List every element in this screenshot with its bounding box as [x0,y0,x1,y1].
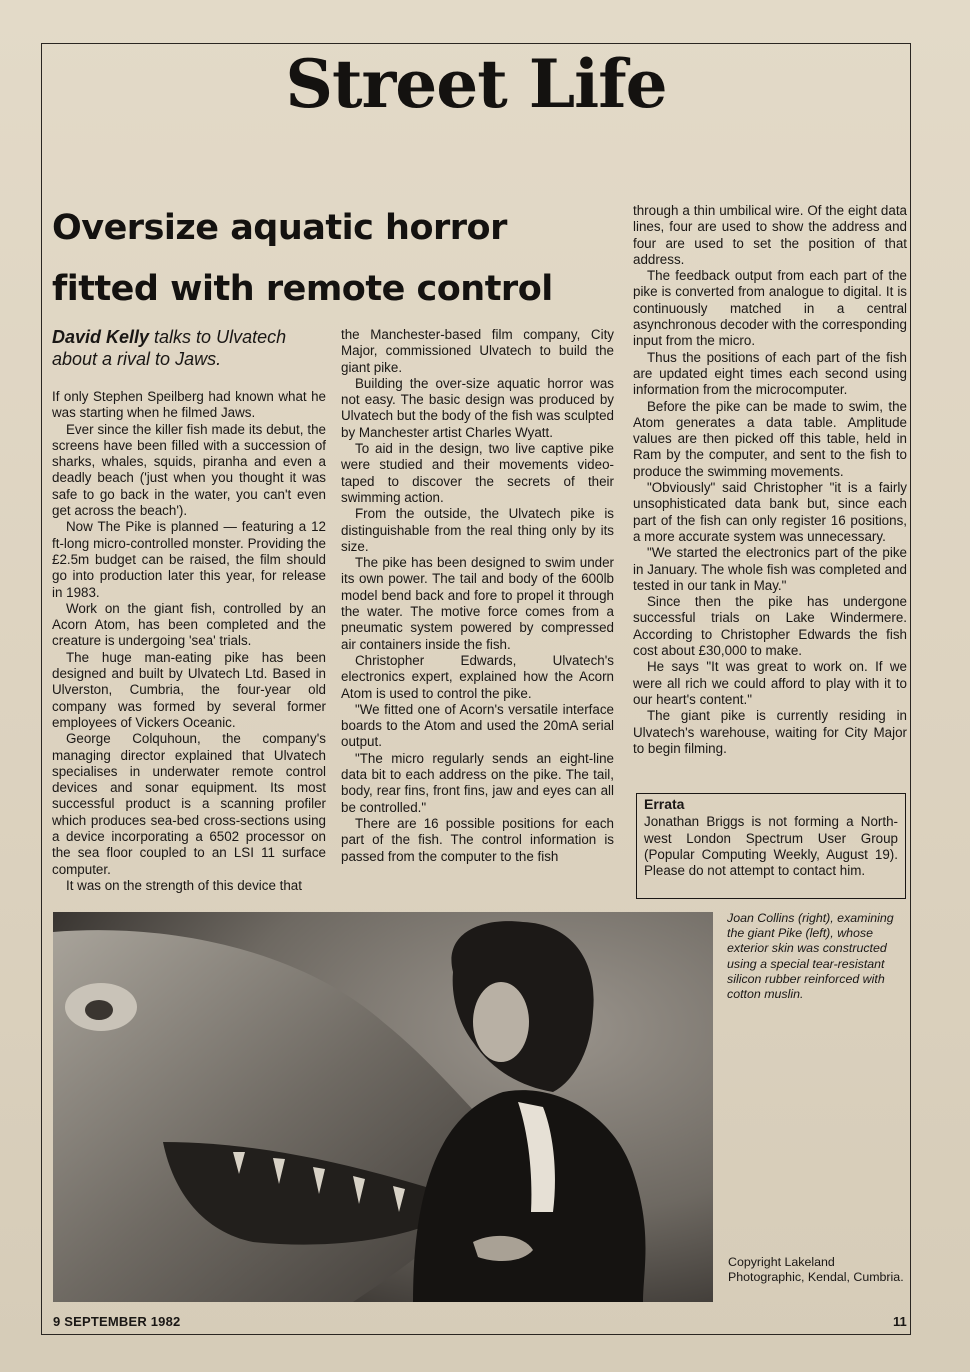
paragraph: Thus the positions of each part of the fish are updated eight times each second using information from the microcomputer. [633,349,907,398]
paragraph: To aid in the design, two live captive pike were studied and their movements video-taped to discover the secrets of their swimming action. [341,441,614,505]
errata-text: Jonathan Briggs is not forming a North-west London Spectrum User Group (Popular Computing Weekly, August 19). Please do not attempt to contact him. [644,814,898,879]
paragraph: It was on the strength of this device that [66,877,302,893]
article-photo [53,912,713,1302]
issue-date: 9 SEPTEMBER 1982 [53,1314,181,1329]
paragraph: The feedback output from each part of the pike is converted from analogue to digital. It is continuously matched in a central asynchronous decoder with the corresponding input from the micro. [633,268,907,349]
woman-face [473,982,529,1062]
paragraph: The pike has been designed to swim under its own power. The tail and body of the 600lb model bend back and fore to propel it through the water. The motive force comes from a pneumatic system powered by compressed air containers inside the fish. [341,555,614,652]
author-name: David Kelly [52,327,150,347]
paragraph: "We fitted one of Acorn's versatile interface boards to the Atom and used the 20mA serial output. [341,701,614,750]
paragraph: The giant pike is currently residing in Ulvatech's warehouse, waiting for City Major to begin filming. [633,708,907,756]
paragraph: "Obviously" said Christopher "it is a fairly unsophisticated data bank but, since each part of the fish can only register 16 positions, a more accurate system was unnecessary. [633,480,907,544]
section-title: Street Life [285,45,667,123]
paragraph: George Colquhoun, the company's managing director explained that Ulvatech specialises in underwater remote control devices and sonar equipment. Its most successful product is a scanning profiler which produces sea-bed cross-sections using a device incorporating a 6502 processor on the sea floor coupled to an LSI 11 surface computer. [52,731,326,877]
paragraph: through a thin umbilical wire. Of the eight data lines, four are used to show the address and four are used to set the position of that address. [633,203,907,267]
photo-illustration [53,912,713,1302]
article-column-1 [52,389,326,894]
paragraph: the Manchester-based film company, City Major, commissioned Ulvatech to build the giant pike. [341,327,614,375]
paragraph: Since then the pike has undergone successful trials on Lake Windermere. According to Christopher Edwards the fish cost about £30,000 to make. [633,594,907,659]
photo-credit: Copyright Lakeland Photographic, Kendal, Cumbria. [728,1255,904,1285]
paragraph: From the outside, the Ulvatech pike is distinguishable from the real thing only by its size. [341,506,614,554]
paragraph: "We started the electronics part of the pike in January. The whole fish was completed and tested in our tank in May." [633,545,907,593]
paragraph: He says "It was great to work on. If we were all rich we could afford to play with it to our heart's content." [633,659,907,707]
paragraph: Before the pike can be made to swim, the Atom generates a data table. Amplitude values are then picked off this table, held in Ram by the computer, and sent to the fish to produce the swimming movements. [633,398,907,479]
page-number: 11 [893,1314,907,1329]
headline-line-2: fitted with remote control [52,269,553,309]
paragraph: Building the over-size aquatic horror was not easy. The basic design was produced by Ulvatech but the body of the fish was sculpted by Manchester artist Charles Wyatt. [341,375,614,440]
paragraph: "The micro regularly sends an eight-line data bit to each address on the pike. The tail, body, rear fins, front fins, jaw and eyes can all be controlled." [341,750,614,815]
article-column-3 [633,203,907,757]
paragraph: Ever since the killer fish made its debut, the screens have been filled with a succession of sharks, whales, squids, piranha and even a deadly beach ('just when you thought it was safe to go back in the water, you can't even get across the beach'). [52,421,326,519]
standfirst [52,326,327,370]
paragraph: The huge man-eating pike has been designed and built by Ulvatech Ltd. Based in Ulverston, Cumbria, the four-year old company was formed by several former employees of Vickers Oceanic. [52,649,326,730]
paragraph: Work on the giant fish, controlled by an Acorn Atom, has been completed and the creature is undergoing 'sea' trials. [52,600,326,649]
errata-heading: Errata [644,796,685,812]
paragraph: If only Stephen Speilberg had known what he was starting when he filmed Jaws. [52,389,326,421]
errata-box [636,793,906,899]
paragraph: Now The Pike is planned — featuring a 12 ft-long micro-controlled monster. Providing the £2.5m budget can be raised, the film should go into production later this year, for release in 1983. [52,519,326,600]
article-column-2 [341,327,614,865]
standfirst-text: talks to Ulvatech about a rival to Jaws. [52,327,287,369]
headline-line-1: Oversize aquatic horror [52,208,507,248]
paragraph: There are 16 possible positions for each part of the fish. The control information is passed from the computer to the fish [341,815,614,864]
article-headline [52,198,612,320]
paragraph: Christopher Edwards, Ulvatech's electronics expert, explained how the Acorn Atom is used to control the pike. [341,652,614,701]
photo-caption: Joan Collins (right), examining the giant Pike (left), whose exterior skin was constructed using a special tear-resistant silicon rubber reinforced with cotton muslin. [727,911,894,1002]
